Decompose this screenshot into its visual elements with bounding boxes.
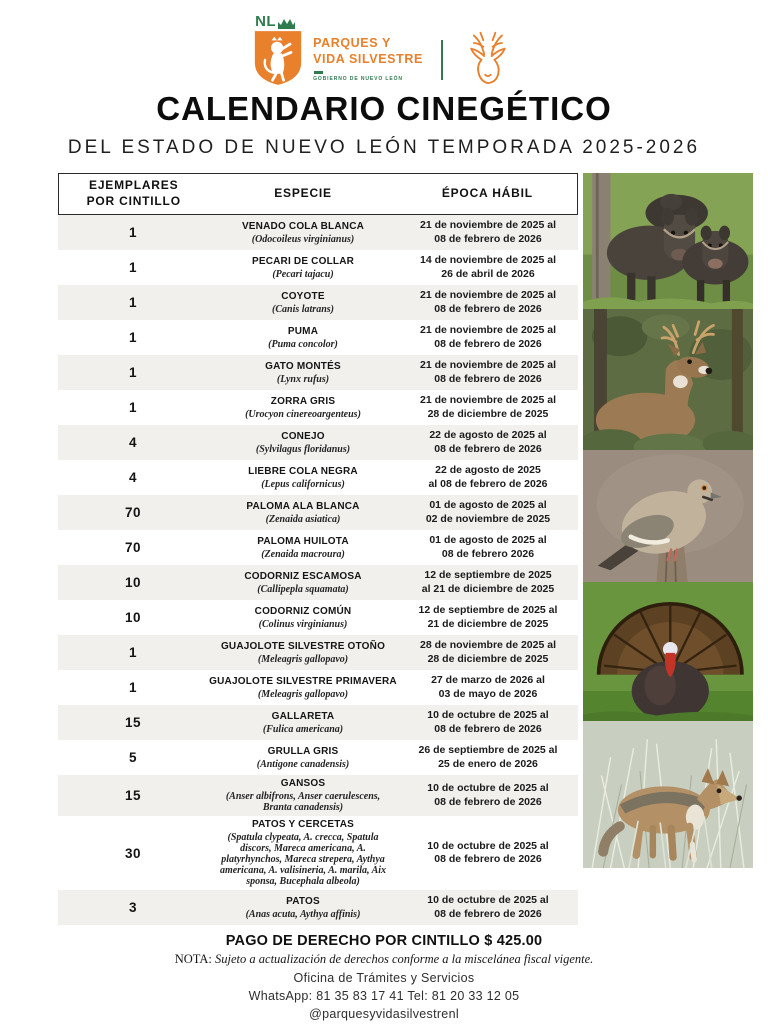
species-cell: [208, 778, 398, 813]
count-cell: 10: [124, 610, 142, 625]
season-line2: 03 de mayo de 2026: [438, 687, 538, 700]
species-cell: [208, 746, 398, 770]
season-cell: [398, 744, 578, 770]
count-cell: 1: [128, 400, 137, 415]
season-line1: 12 de septiembre de 2025 al: [418, 604, 558, 617]
season-cell: [398, 534, 578, 560]
table-row: [58, 250, 578, 285]
species-cell: [208, 326, 398, 350]
season-line1: 01 de agosto de 2025 al: [429, 534, 547, 547]
table-row: [58, 890, 578, 925]
season-cell: [398, 464, 578, 490]
species-name: GUAJOLOTE SILVESTRE OTOÑO: [220, 640, 386, 652]
species-name: COYOTE: [281, 290, 325, 302]
species-cell: [208, 896, 398, 920]
species-cell: [208, 819, 398, 887]
season-line1: 22 de agosto de 2025 al: [429, 429, 547, 442]
season-line2: 08 de febrero de 2026: [434, 907, 542, 920]
season-cell: [398, 709, 578, 735]
table-row: [58, 215, 578, 250]
species-name: LIEBRE COLA NEGRA: [248, 465, 358, 477]
season-line1: 01 de agosto de 2025 al: [429, 499, 547, 512]
season-cell: [398, 840, 578, 866]
season-line2: 28 de diciembre de 2025: [427, 407, 549, 420]
species-cell: [208, 536, 398, 560]
species-scientific-name: (Zenaida asiatica): [265, 513, 341, 525]
nl-abbr-label: NL: [255, 13, 277, 30]
season-line1: 21 de noviembre de 2025 al: [420, 394, 556, 407]
species-scientific-name: (Spatula clypeata, A. crecca, Spatula discors, Mareca americana, A. platyrhynchos, Mareca strepera, Aythya americana, A. valisineria, A. marila, Aix sponsa, Bucephala albeola): [219, 832, 387, 887]
count-cell: 10: [124, 575, 142, 590]
season-line2: 08 de febrero de 2026: [434, 442, 542, 455]
season-cell: [398, 394, 578, 420]
species-cell: [208, 431, 398, 455]
count-cell: 1: [128, 330, 137, 345]
species-name: PALOMA ALA BLANCA: [246, 500, 360, 512]
species-cell: [208, 571, 398, 595]
count-cell: 15: [124, 788, 142, 803]
species-name: ZORRA GRIS: [270, 395, 336, 407]
nota-line: [0, 952, 768, 967]
species-name: PUMA: [287, 325, 319, 337]
nota-text: Sujeto a actualización de derechos conforme a la miscelánea fiscal vigente.: [215, 952, 594, 966]
count-cell: 15: [124, 715, 142, 730]
season-line1: 10 de octubre de 2025 al: [427, 709, 549, 722]
count-cell: 30: [124, 845, 142, 861]
season-line2: 08 de febrero de 2026: [434, 302, 542, 315]
season-line2: 28 de diciembre de 2025: [427, 652, 549, 665]
season-line1: 10 de octubre de 2025 al: [427, 839, 549, 852]
nl-logo: [253, 14, 303, 87]
season-line2: 26 de abril de 2026: [441, 267, 535, 280]
species-name: PALOMA HUILOTA: [257, 535, 349, 547]
species-name: GALLARETA: [271, 710, 335, 722]
count-cell: 1: [128, 365, 137, 380]
header-especie: ESPECIE: [274, 186, 332, 201]
species-scientific-name: (Canis latrans): [272, 303, 334, 315]
season-cell: [398, 499, 578, 525]
season-cell: [398, 894, 578, 920]
species-scientific-name: (Pecari tajacu): [272, 268, 334, 280]
table-row: [58, 705, 578, 740]
season-line1: 10 de octubre de 2025 al: [427, 782, 549, 795]
season-line1: 21 de noviembre de 2025 al: [420, 219, 556, 232]
table-row: [58, 425, 578, 460]
season-line2: 08 de febrero de 2026: [434, 232, 542, 245]
deer-head-icon: [459, 26, 515, 93]
species-scientific-name: (Zenaida macroura): [261, 548, 345, 560]
season-line1: 28 de noviembre de 2025 al: [420, 639, 556, 652]
season-line1: 21 de noviembre de 2025 al: [420, 324, 556, 337]
nota-label: NOTA:: [174, 952, 212, 966]
species-name: PECARI DE COLLAR: [251, 255, 355, 267]
coyote-photo: [583, 721, 753, 868]
species-cell: [208, 641, 398, 665]
footer: [0, 933, 768, 1021]
species-scientific-name: (Meleagris gallopavo): [257, 688, 349, 700]
office-line: Oficina de Trámites y Servicios: [293, 971, 475, 985]
season-cell: [398, 289, 578, 315]
species-cell: [208, 221, 398, 245]
season-cell: [398, 219, 578, 245]
payment-line: PAGO DE DERECHO POR CINTILLO $ 425.00: [225, 933, 543, 949]
season-cell: [398, 359, 578, 385]
season-line1: 10 de octubre de 2025 al: [427, 894, 549, 907]
page-subtitle: DEL ESTADO DE NUEVO LEÓN TEMPORADA 2025-2026: [67, 137, 701, 158]
species-scientific-name: (Colinus virginianus): [258, 618, 348, 630]
table-row: [58, 530, 578, 565]
animal-photo-column: [583, 173, 753, 925]
season-cell: [398, 569, 578, 595]
count-cell: 4: [128, 435, 137, 450]
season-line1: 14 de noviembre de 2025 al: [420, 254, 556, 267]
species-cell: [208, 396, 398, 420]
species-scientific-name: (Sylvilagus floridanus): [255, 443, 351, 455]
species-scientific-name: (Callipepla squamata): [257, 583, 349, 595]
season-cell: [398, 604, 578, 630]
season-cell: [398, 324, 578, 350]
lion-shield-icon: [253, 29, 303, 87]
table-header-row: [58, 173, 578, 215]
contact-line: WhatsApp: 81 35 83 17 41 Tel: 81 20 33 12 05: [248, 989, 520, 1003]
header-ejemplares: EJEMPLARES POR CINTILLO: [86, 178, 181, 208]
season-cell: [398, 674, 578, 700]
crown-icon: [278, 18, 295, 29]
species-scientific-name: (Urocyon cinereoargenteus): [245, 408, 361, 420]
table-row: [58, 635, 578, 670]
species-name: PATOS: [286, 895, 320, 907]
main-content: [58, 173, 768, 925]
species-cell: [208, 466, 398, 490]
season-line2: 08 de febrero de 2026: [434, 795, 542, 808]
species-scientific-name: (Lynx rufus): [276, 373, 330, 385]
table-row: [58, 565, 578, 600]
count-cell: 70: [124, 540, 142, 555]
species-cell: [208, 711, 398, 735]
white-tailed-deer-photo: [583, 309, 753, 450]
count-cell: 3: [128, 900, 137, 915]
season-line2: 08 de febrero de 2026: [434, 372, 542, 385]
season-line1: 12 de septiembre de 2025: [424, 569, 552, 582]
table-row: [58, 816, 578, 890]
species-scientific-name: (Fulica americana): [262, 723, 344, 735]
species-cell: [208, 256, 398, 280]
table-row: [58, 460, 578, 495]
table-row: [58, 775, 578, 816]
hunting-calendar-table: [58, 173, 578, 925]
season-line2: al 21 de diciembre de 2025: [421, 582, 555, 595]
count-cell: 1: [128, 260, 137, 275]
count-cell: 70: [124, 505, 142, 520]
season-line2: al 08 de febrero de 2026: [428, 477, 548, 490]
season-cell: [398, 429, 578, 455]
wild-turkey-photo: [583, 582, 753, 721]
white-winged-dove-photo: [583, 450, 753, 582]
brand-header: [0, 0, 768, 88]
table-row: [58, 670, 578, 705]
season-line1: 21 de noviembre de 2025 al: [420, 289, 556, 302]
table-row: [58, 740, 578, 775]
species-name: VENADO COLA BLANCA: [241, 220, 365, 232]
season-line1: 22 de agosto de 2025: [435, 464, 541, 477]
season-line2: 08 de febrero de 2026: [434, 337, 542, 350]
season-cell: [398, 639, 578, 665]
species-cell: [208, 676, 398, 700]
count-cell: 1: [128, 295, 137, 310]
header-epoca-habil: ÉPOCA HÁBIL: [441, 186, 533, 201]
count-cell: 1: [128, 680, 137, 695]
season-line2: 21 de diciembre de 2025: [427, 617, 549, 630]
page-title: CALENDARIO CINEGÉTICO: [156, 90, 612, 127]
table-body: [58, 215, 578, 925]
species-scientific-name: (Meleagris gallopavo): [257, 653, 349, 665]
table-row: [58, 320, 578, 355]
species-cell: [208, 361, 398, 385]
org-name-line2: VIDA SILVESTRE: [313, 51, 423, 66]
season-cell: [398, 782, 578, 808]
season-line2: 02 de noviembre de 2025: [425, 512, 551, 525]
species-name: GATO MONTÉS: [265, 360, 341, 372]
species-name: GRULLA GRIS: [267, 745, 339, 757]
species-cell: [208, 501, 398, 525]
species-scientific-name: (Antigone canadensis): [256, 758, 350, 770]
species-scientific-name: (Anas acuta, Aythya affinis): [245, 908, 361, 920]
social-handle: @parquesyvidasilvestrenl: [309, 1007, 459, 1021]
season-line2: 08 de febrero de 2026: [434, 853, 542, 865]
species-name: CODORNIZ COMÚN: [254, 605, 352, 617]
species-scientific-name: (Lepus californicus): [261, 478, 345, 490]
gov-dash: [314, 71, 323, 74]
species-scientific-name: (Puma concolor): [268, 338, 338, 350]
season-line2: 08 de febrero de 2026: [434, 722, 542, 735]
table-row: [58, 495, 578, 530]
species-scientific-name: (Odocoileus virginianus): [251, 233, 355, 245]
count-cell: 5: [128, 750, 137, 765]
gov-label: GOBIERNO DE NUEVO LEÓN: [313, 76, 403, 83]
species-cell: [208, 291, 398, 315]
species-name: CODORNIZ ESCAMOSA: [244, 570, 362, 582]
season-line1: 26 de septiembre de 2025 al: [418, 744, 558, 757]
table-row: [58, 600, 578, 635]
species-name: PATOS Y CERCETAS: [251, 819, 355, 830]
count-cell: 4: [128, 470, 137, 485]
table-row: [58, 390, 578, 425]
table-row: [58, 355, 578, 390]
season-line2: 08 de febrero 2026: [441, 547, 535, 560]
org-name-line1: PARQUES Y: [313, 36, 391, 50]
table-row: [58, 285, 578, 320]
collared-peccaries-photo: [583, 173, 753, 309]
season-line2: 25 de enero de 2026: [438, 757, 538, 770]
count-cell: 1: [128, 225, 137, 240]
species-cell: [208, 606, 398, 630]
brand-divider: [441, 40, 443, 80]
season-line1: 27 de marzo de 2026 al: [431, 674, 545, 687]
season-cell: [398, 254, 578, 280]
org-name-block: [313, 14, 423, 82]
count-cell: 1: [128, 645, 137, 660]
species-name: GANSOS: [280, 778, 326, 789]
season-line1: 21 de noviembre de 2025 al: [420, 359, 556, 372]
species-scientific-name: (Anser albifrons, Anser caerulescens, Branta canadensis): [225, 791, 381, 813]
species-name: GUAJOLOTE SILVESTRE PRIMAVERA: [209, 675, 397, 687]
species-name: CONEJO: [281, 430, 325, 442]
